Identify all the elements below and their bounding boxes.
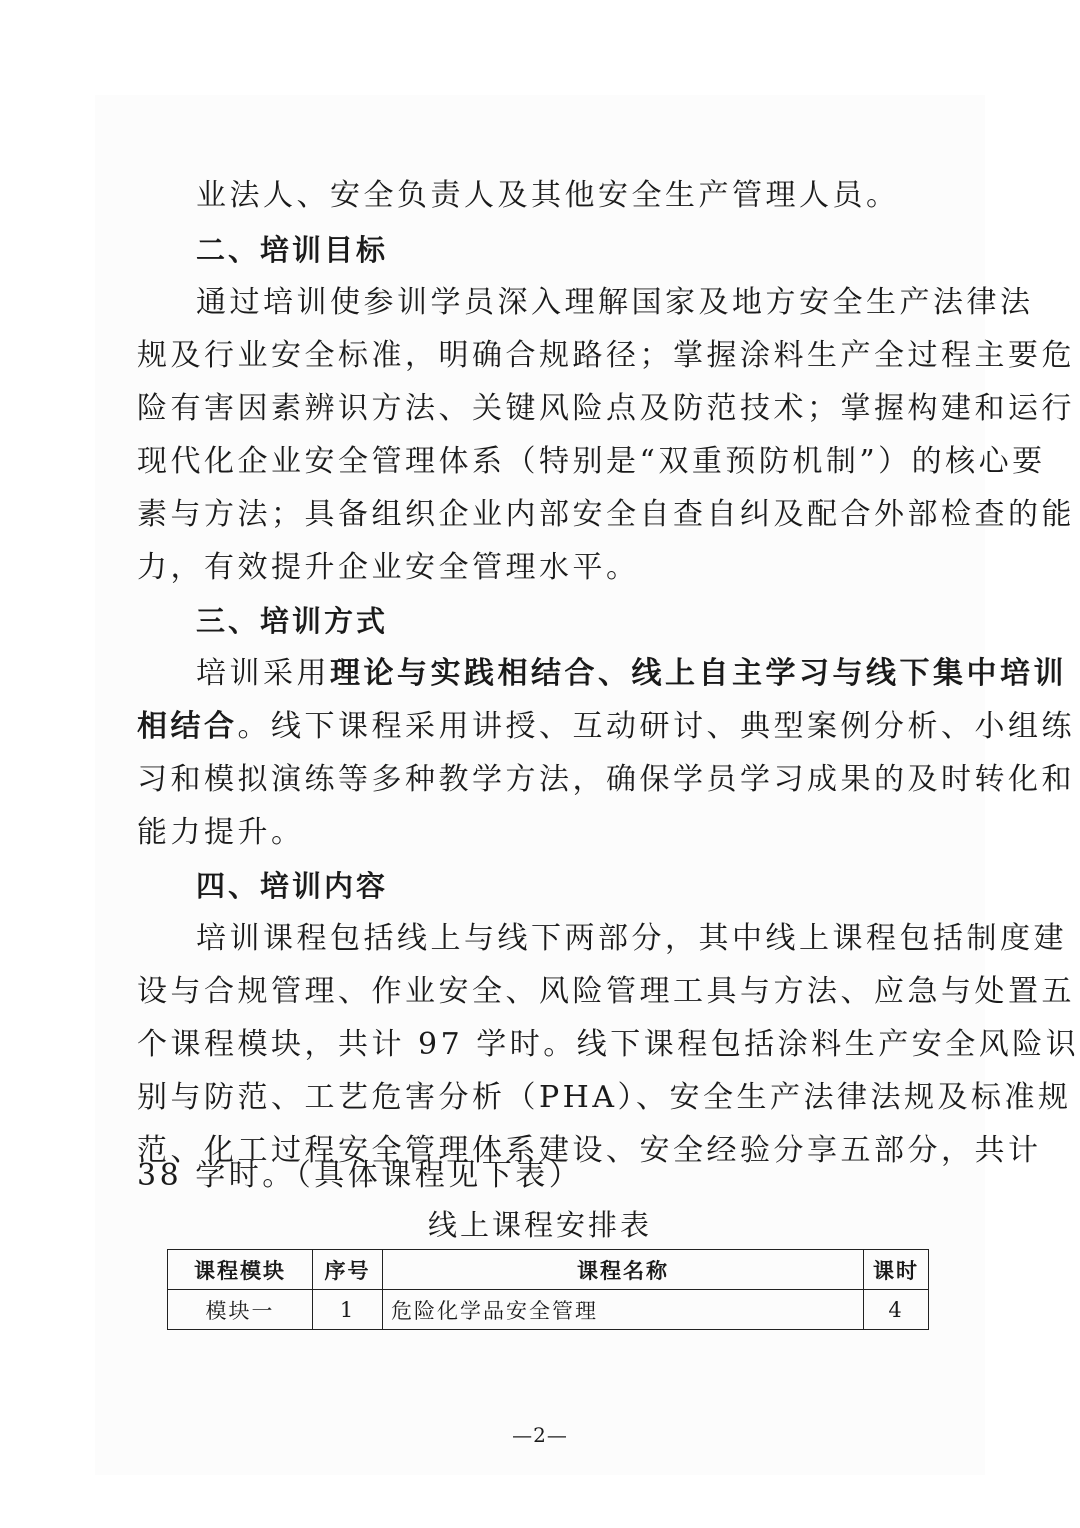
table-header-row [168,1250,929,1290]
paragraph-continuation [137,178,957,214]
text-line: 业法人、安全负责人及其他安全生产管理人员。 [196,178,900,213]
table-row [168,1290,929,1330]
text-line: 38 学时。（具体课程见下表） [137,1158,583,1193]
text-line: 能力提升。 [137,815,305,850]
cell-module: 模块一 [168,1290,313,1330]
section-heading-training-content: 四、培训内容 [196,869,389,903]
text-line: 险有害因素辨识方法、关键风险点及防范技术；掌握构建和运行 [137,391,1075,426]
cell-seq: 1 [313,1290,383,1330]
text-line: 素与方法；具备组织企业内部安全自查自纠及配合外部检查的能 [137,497,1075,532]
header-hours: 课时 [864,1250,929,1290]
emphasis-text: 理论与实践相结合、线上自主学习与线下集中培训 [330,656,1067,691]
text-line: 力，有效提升企业安全管理水平。 [137,550,640,585]
text-line: 规及行业安全标准，明确合规路径；掌握涂料生产全过程主要危 [137,338,1075,373]
page-number: —2— [512,1423,568,1447]
text-line: 别与防范、工艺危害分析（PHA）、安全生产法律法规及标准规 [137,1080,1072,1115]
table-title: 线上课程安排表 [427,1208,652,1242]
header-seq: 序号 [313,1250,383,1290]
text-line: 设与合规管理、作业安全、风险管理工具与方法、应急与处置五 [137,974,1075,1009]
cell-hours: 4 [864,1290,929,1330]
online-course-table [167,1249,929,1330]
text-line [196,656,1067,692]
text-line: 范、化工过程安全管理体系建设、安全经验分享五部分，共计 [137,1133,1042,1168]
header-module: 课程模块 [168,1250,313,1290]
cell-course-name: 危险化学品安全管理 [383,1290,864,1330]
text-line: 个课程模块，共计 97 学时。线下课程包括涂料生产安全风险识 [137,1027,1080,1062]
header-course-name: 课程名称 [383,1250,864,1290]
emphasis-text: 相结合 [137,709,238,744]
text-line: 培训课程包括线上与线下两部分，其中线上课程包括制度建 [196,921,1067,956]
text-line: 通过培训使参训学员深入理解国家及地方安全生产法律法 [196,285,1034,320]
section-heading-training-method: 三、培训方式 [196,604,389,638]
text-run: 培训采用 [196,656,330,691]
text-line: 现代化企业安全管理体系（特别是“双重预防机制”）的核心要 [137,444,1046,479]
text-line: 习和模拟演练等多种教学方法，确保学员学习成果的及时转化和 [137,762,1075,797]
text-line [137,709,1075,745]
section-heading-training-goal: 二、培训目标 [196,233,389,267]
text-run: 。线下课程采用讲授、互动研讨、典型案例分析、小组练 [237,709,1075,744]
